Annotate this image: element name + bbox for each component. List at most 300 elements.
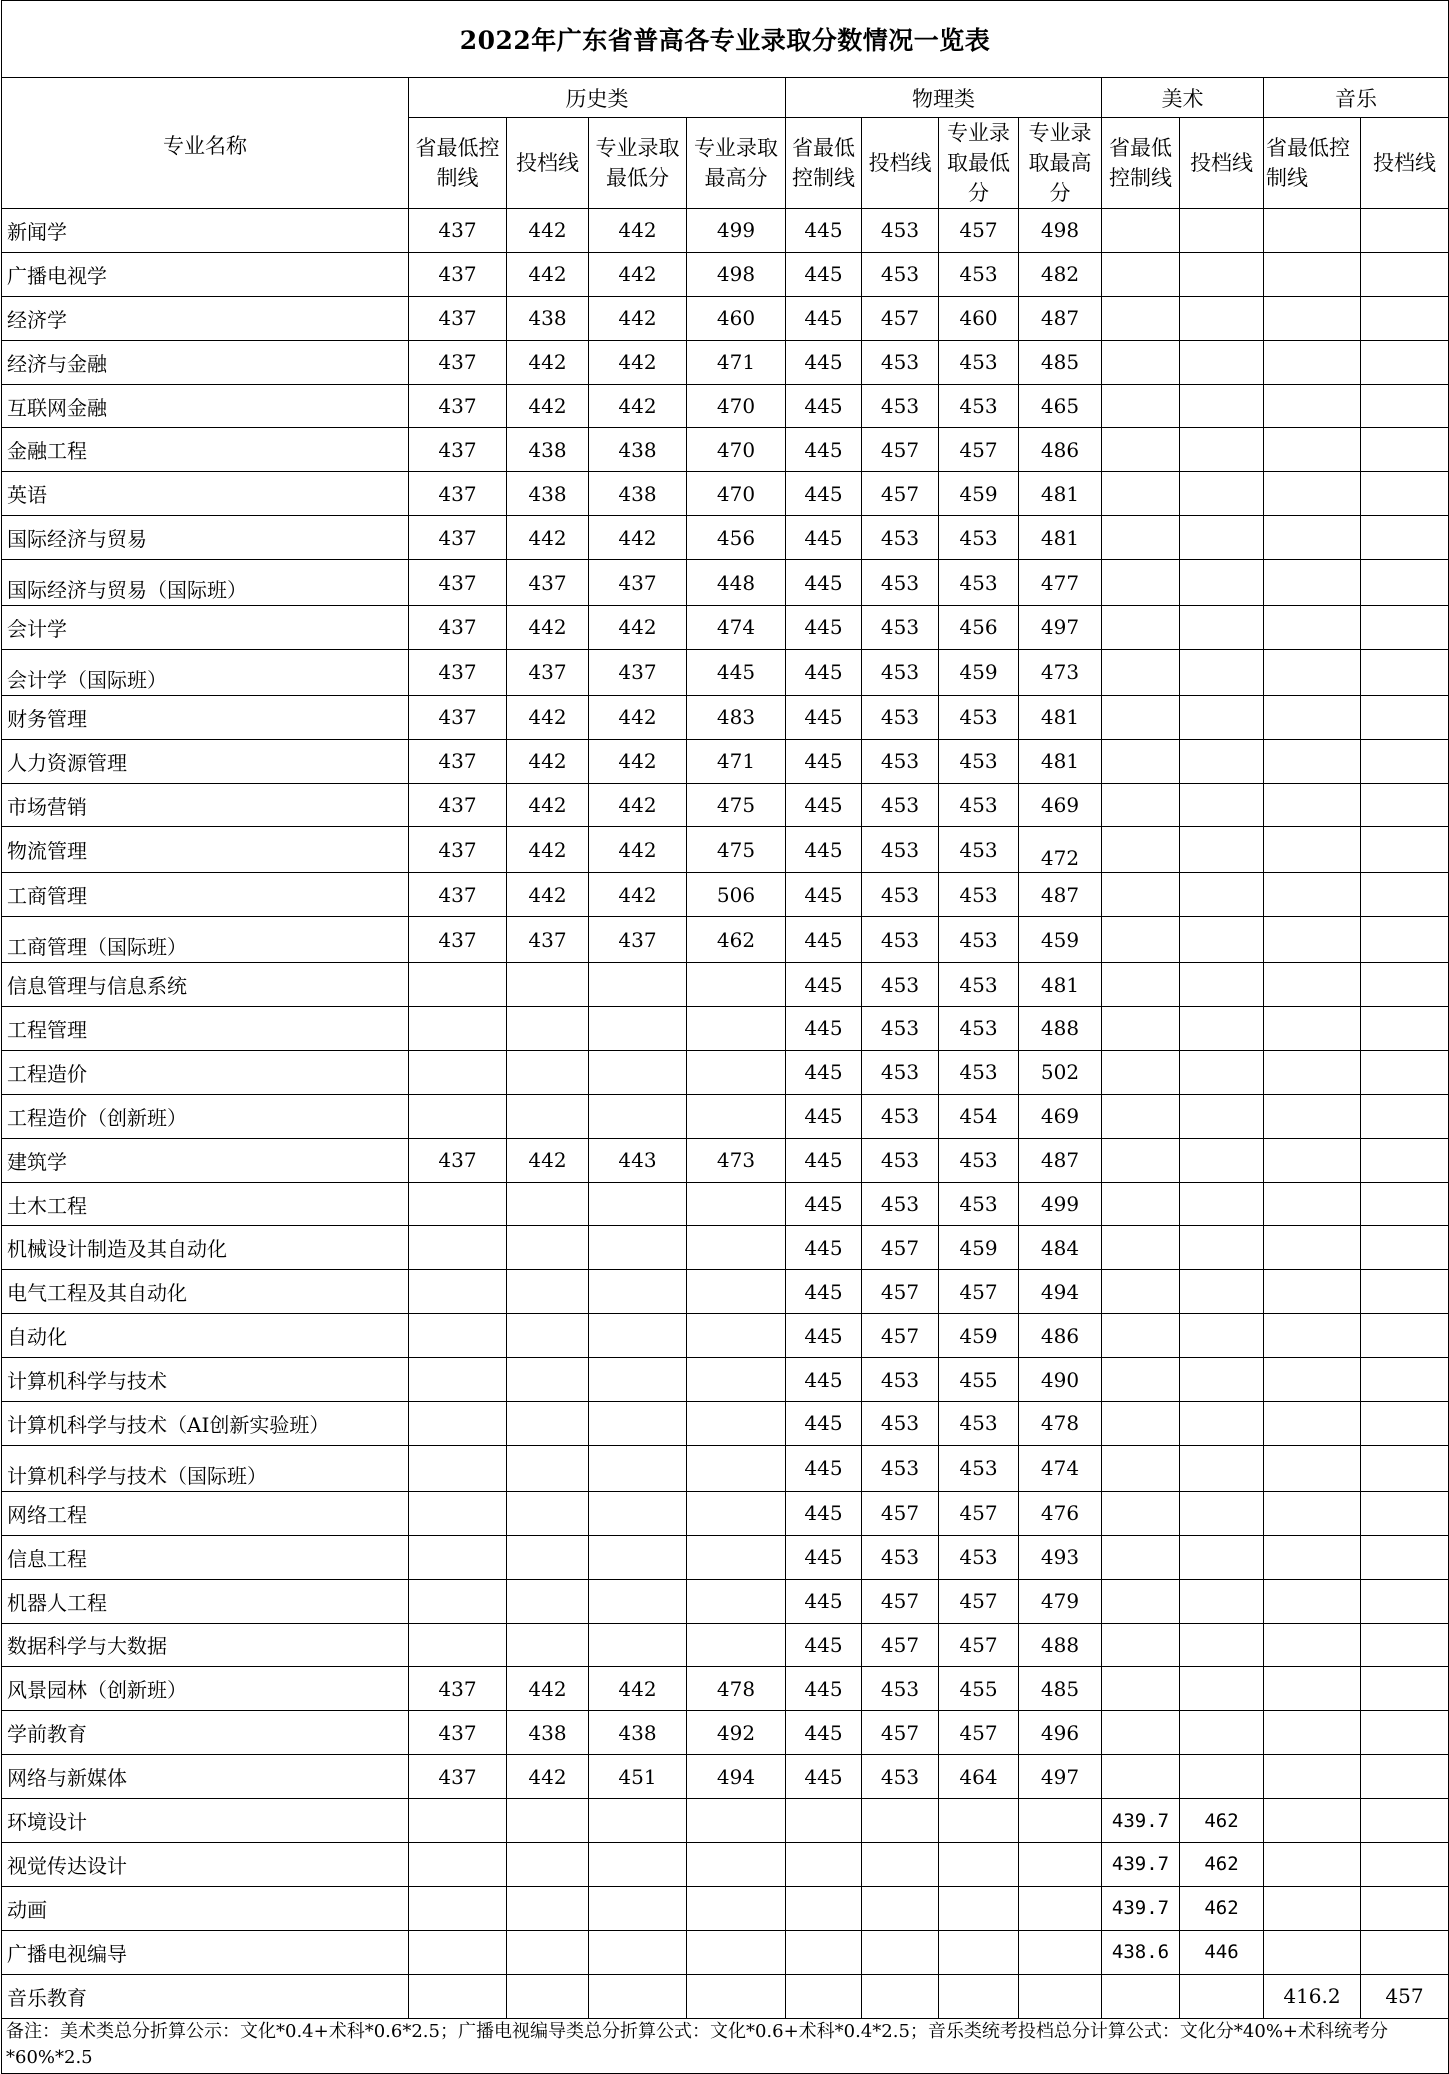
score-cell (1180, 209, 1264, 253)
score-cell (1180, 1623, 1264, 1667)
score-cell (1180, 1974, 1264, 2018)
score-cell: 445 (786, 1623, 862, 1667)
score-cell (862, 1842, 939, 1886)
score-cell (1180, 560, 1264, 606)
score-cell: 453 (939, 695, 1019, 739)
score-cell: 453 (862, 560, 939, 606)
score-cell (862, 1799, 939, 1843)
score-cell (409, 1182, 507, 1226)
score-cell (409, 1050, 507, 1094)
score-cell: 453 (862, 606, 939, 650)
score-cell: 442 (507, 384, 589, 428)
score-cell: 453 (939, 783, 1019, 827)
score-cell: 457 (862, 1711, 939, 1755)
score-cell (1361, 1402, 1449, 1446)
score-cell: 453 (939, 560, 1019, 606)
score-cell (1361, 606, 1449, 650)
table-row (2, 1314, 1449, 1358)
score-cell: 438 (589, 472, 687, 516)
score-cell: 469 (1019, 1094, 1102, 1138)
score-table-body (2, 209, 1449, 2019)
score-cell: 470 (687, 384, 786, 428)
history-filing-line-header: 投档线 (507, 118, 589, 209)
score-cell (409, 1579, 507, 1623)
score-cell (1264, 649, 1361, 695)
score-cell: 446 (1180, 1930, 1264, 1974)
score-cell: 442 (507, 783, 589, 827)
major-name-cell: 机器人工程 (2, 1579, 409, 1623)
score-cell (507, 1182, 589, 1226)
score-cell (409, 1402, 507, 1446)
score-cell: 437 (409, 649, 507, 695)
table-row (2, 1579, 1449, 1623)
score-cell (1361, 340, 1449, 384)
score-cell (1102, 472, 1180, 516)
score-cell: 437 (409, 428, 507, 472)
major-name-cell: 新闻学 (2, 209, 409, 253)
score-cell: 445 (786, 560, 862, 606)
score-cell (939, 1799, 1019, 1843)
score-cell: 442 (589, 516, 687, 560)
score-cell (1264, 606, 1361, 650)
score-cell (862, 1886, 939, 1930)
score-cell (687, 1007, 786, 1051)
score-cell: 442 (589, 695, 687, 739)
score-cell (589, 963, 687, 1007)
score-cell (1102, 340, 1180, 384)
art-group-header: 美术 (1102, 78, 1264, 118)
major-name-cell: 计算机科学与技术（AI创新实验班） (2, 1402, 409, 1446)
score-cell: 457 (862, 296, 939, 340)
score-cell: 445 (786, 1445, 862, 1491)
score-cell (939, 1886, 1019, 1930)
score-cell (1361, 1623, 1449, 1667)
major-name-cell: 视觉传达设计 (2, 1842, 409, 1886)
table-row (2, 739, 1449, 783)
score-cell (1180, 1094, 1264, 1138)
score-cell (1102, 1491, 1180, 1535)
score-cell (589, 1270, 687, 1314)
score-cell (786, 1799, 862, 1843)
music-min-control-header: 省最低控制线 (1264, 118, 1361, 209)
score-cell (589, 1842, 687, 1886)
score-cell (507, 1358, 589, 1402)
score-cell (409, 1842, 507, 1886)
score-cell: 481 (1019, 695, 1102, 739)
score-cell: 445 (786, 1050, 862, 1094)
score-cell (687, 1445, 786, 1491)
score-cell: 442 (589, 783, 687, 827)
score-cell (1264, 1402, 1361, 1446)
major-name-cell: 音乐教育 (2, 1974, 409, 2018)
score-cell: 445 (786, 873, 862, 917)
table-row (2, 1050, 1449, 1094)
score-cell: 437 (409, 827, 507, 873)
score-cell: 457 (862, 1314, 939, 1358)
score-cell (1361, 560, 1449, 606)
physics-filing-line-header: 投档线 (862, 118, 939, 209)
major-name-cell: 工程造价 (2, 1050, 409, 1094)
score-cell (687, 1623, 786, 1667)
table-row (2, 1974, 1449, 2018)
score-cell (1264, 1755, 1361, 1799)
score-cell (939, 1842, 1019, 1886)
score-cell: 442 (589, 209, 687, 253)
score-cell: 499 (687, 209, 786, 253)
table-row (2, 1445, 1449, 1491)
major-name-cell: 互联网金融 (2, 384, 409, 428)
score-cell (687, 1886, 786, 1930)
score-cell: 442 (507, 252, 589, 296)
score-cell (1180, 1270, 1264, 1314)
score-cell: 439.7 (1102, 1799, 1180, 1843)
score-cell: 445 (786, 695, 862, 739)
score-cell (1361, 1050, 1449, 1094)
score-cell: 437 (409, 340, 507, 384)
score-cell: 442 (589, 873, 687, 917)
score-cell: 443 (589, 1138, 687, 1182)
score-cell (507, 1050, 589, 1094)
score-cell (687, 1930, 786, 1974)
score-cell (1361, 296, 1449, 340)
score-cell: 442 (507, 873, 589, 917)
score-cell: 453 (939, 1050, 1019, 1094)
score-cell (589, 1799, 687, 1843)
score-cell: 460 (687, 296, 786, 340)
major-name-cell: 学前教育 (2, 1711, 409, 1755)
table-row (2, 873, 1449, 917)
table-row (2, 384, 1449, 428)
score-cell: 457 (862, 1623, 939, 1667)
score-cell (1180, 516, 1264, 560)
score-cell (1180, 384, 1264, 428)
score-cell (507, 1623, 589, 1667)
score-cell (1264, 1579, 1361, 1623)
score-cell (1180, 917, 1264, 963)
score-cell (1361, 1886, 1449, 1930)
score-cell (1361, 739, 1449, 783)
score-cell: 442 (589, 827, 687, 873)
score-cell (1264, 1182, 1361, 1226)
table-row (2, 1094, 1449, 1138)
score-cell (1264, 695, 1361, 739)
physics-major-min-header: 专业录取最低分 (939, 118, 1019, 209)
score-cell (507, 1842, 589, 1886)
score-cell (1102, 516, 1180, 560)
score-cell (507, 963, 589, 1007)
major-name-cell: 国际经济与贸易（国际班） (2, 560, 409, 606)
score-cell (1102, 209, 1180, 253)
score-cell: 457 (939, 209, 1019, 253)
score-cell: 502 (1019, 1050, 1102, 1094)
score-cell: 456 (939, 606, 1019, 650)
score-cell (687, 963, 786, 1007)
score-cell (1361, 1314, 1449, 1358)
score-cell (1102, 1755, 1180, 1799)
score-cell: 494 (1019, 1270, 1102, 1314)
score-cell (1264, 1445, 1361, 1491)
score-cell (589, 1535, 687, 1579)
score-cell (1361, 472, 1449, 516)
score-cell: 445 (687, 649, 786, 695)
score-cell: 453 (939, 340, 1019, 384)
score-cell (507, 1491, 589, 1535)
score-cell (507, 1535, 589, 1579)
score-cell (1102, 1579, 1180, 1623)
table-row (2, 1138, 1449, 1182)
score-cell: 442 (507, 827, 589, 873)
score-cell: 453 (862, 209, 939, 253)
score-cell: 476 (1019, 1491, 1102, 1535)
score-cell (1180, 296, 1264, 340)
major-name-cell: 广播电视学 (2, 252, 409, 296)
score-cell: 442 (507, 340, 589, 384)
score-cell: 485 (1019, 340, 1102, 384)
major-name-cell: 英语 (2, 472, 409, 516)
score-cell: 477 (1019, 560, 1102, 606)
table-row (2, 428, 1449, 472)
score-cell (507, 1974, 589, 2018)
score-cell (507, 1445, 589, 1491)
art-filing-line-header: 投档线 (1180, 118, 1264, 209)
score-cell: 487 (1019, 296, 1102, 340)
score-cell (1264, 1667, 1361, 1711)
history-group-header: 历史类 (409, 78, 786, 118)
score-cell (1102, 917, 1180, 963)
table-row (2, 472, 1449, 516)
score-cell: 457 (862, 1491, 939, 1535)
score-cell: 481 (1019, 472, 1102, 516)
major-name-cell: 会计学 (2, 606, 409, 650)
score-cell (1361, 1842, 1449, 1886)
score-cell (1264, 560, 1361, 606)
score-cell: 460 (939, 296, 1019, 340)
score-cell: 497 (1019, 606, 1102, 650)
score-cell: 453 (862, 1094, 939, 1138)
score-cell: 439.7 (1102, 1842, 1180, 1886)
score-cell (589, 1402, 687, 1446)
score-cell: 453 (939, 1138, 1019, 1182)
formula-note: 备注：美术类总分折算公示：文化*0.4+术科*0.6*2.5；广播电视编导类总分折算公式：文化*0.6+术科*0.4*2.5；音乐类统考投档总分计算公式：文化分*40%+术科统考分*60%*2.5 (2, 2018, 1449, 2073)
score-cell (939, 1930, 1019, 1974)
physics-min-control-header: 省最低控制线 (786, 118, 862, 209)
score-cell: 445 (786, 827, 862, 873)
score-cell (1102, 560, 1180, 606)
table-row (2, 1930, 1449, 1974)
score-cell: 481 (1019, 516, 1102, 560)
score-cell (409, 1886, 507, 1930)
score-cell (1102, 1182, 1180, 1226)
score-cell: 453 (939, 1535, 1019, 1579)
score-cell: 442 (589, 384, 687, 428)
score-cell: 459 (939, 649, 1019, 695)
score-cell: 488 (1019, 1623, 1102, 1667)
score-cell: 453 (939, 873, 1019, 917)
score-cell (1180, 827, 1264, 873)
score-cell: 453 (939, 1445, 1019, 1491)
score-cell: 453 (862, 783, 939, 827)
table-row (2, 1535, 1449, 1579)
score-cell: 445 (786, 1226, 862, 1270)
score-cell: 492 (687, 1711, 786, 1755)
score-cell: 445 (786, 1535, 862, 1579)
score-cell: 442 (507, 209, 589, 253)
score-cell (687, 1050, 786, 1094)
score-cell: 453 (939, 1182, 1019, 1226)
table-row (2, 209, 1449, 253)
major-name-cell: 人力资源管理 (2, 739, 409, 783)
score-cell: 437 (409, 783, 507, 827)
score-cell (1019, 1842, 1102, 1886)
score-cell: 437 (409, 917, 507, 963)
score-cell: 445 (786, 1314, 862, 1358)
major-name-cell: 工程管理 (2, 1007, 409, 1051)
score-cell (939, 1974, 1019, 2018)
score-cell (1102, 695, 1180, 739)
score-cell: 457 (862, 472, 939, 516)
score-cell: 453 (862, 827, 939, 873)
score-cell: 490 (1019, 1358, 1102, 1402)
score-cell (1264, 1226, 1361, 1270)
score-cell (1180, 783, 1264, 827)
score-cell: 445 (786, 1182, 862, 1226)
score-cell: 445 (786, 1667, 862, 1711)
table-row (2, 1226, 1449, 1270)
score-cell (1264, 1314, 1361, 1358)
score-cell (1264, 783, 1361, 827)
score-cell (687, 1974, 786, 2018)
score-cell: 437 (409, 606, 507, 650)
table-row (2, 1402, 1449, 1446)
score-cell (507, 1799, 589, 1843)
score-cell (589, 1886, 687, 1930)
score-cell (1361, 1579, 1449, 1623)
score-cell: 453 (939, 1402, 1019, 1446)
score-cell (786, 1886, 862, 1930)
table-row (2, 516, 1449, 560)
score-cell: 442 (507, 1138, 589, 1182)
score-cell: 445 (786, 1358, 862, 1402)
score-cell (1102, 1711, 1180, 1755)
score-cell (1102, 1623, 1180, 1667)
score-cell: 442 (507, 695, 589, 739)
score-cell (409, 1974, 507, 2018)
score-cell (687, 1182, 786, 1226)
score-cell (1180, 1667, 1264, 1711)
score-cell (1180, 472, 1264, 516)
score-cell: 453 (862, 384, 939, 428)
score-cell (1264, 1094, 1361, 1138)
table-row (2, 1182, 1449, 1226)
table-row (2, 1711, 1449, 1755)
score-cell (1361, 917, 1449, 963)
score-cell: 493 (1019, 1535, 1102, 1579)
score-cell (589, 1491, 687, 1535)
score-cell: 453 (862, 649, 939, 695)
score-cell (1102, 1358, 1180, 1402)
score-cell (1264, 384, 1361, 428)
score-cell (1180, 695, 1264, 739)
score-cell: 457 (1361, 1974, 1449, 2018)
major-name-cell: 会计学（国际班） (2, 649, 409, 695)
score-cell: 457 (939, 428, 1019, 472)
score-cell: 442 (589, 1667, 687, 1711)
score-cell: 475 (687, 827, 786, 873)
score-cell (1180, 1050, 1264, 1094)
major-name-cell: 财务管理 (2, 695, 409, 739)
score-cell (1180, 873, 1264, 917)
score-cell: 455 (939, 1667, 1019, 1711)
score-cell: 445 (786, 1711, 862, 1755)
score-cell (589, 1579, 687, 1623)
score-cell: 457 (862, 1579, 939, 1623)
score-cell: 482 (1019, 252, 1102, 296)
score-cell: 445 (786, 252, 862, 296)
score-cell (1102, 827, 1180, 873)
score-cell: 445 (786, 1491, 862, 1535)
score-cell (1361, 1358, 1449, 1402)
score-cell (1102, 296, 1180, 340)
score-cell (1361, 516, 1449, 560)
score-cell: 457 (862, 428, 939, 472)
score-cell: 437 (507, 560, 589, 606)
score-cell (589, 1358, 687, 1402)
score-cell: 453 (939, 963, 1019, 1007)
score-cell: 453 (939, 827, 1019, 873)
score-cell: 473 (1019, 649, 1102, 695)
table-row (2, 695, 1449, 739)
table-row (2, 1799, 1449, 1843)
major-name-cell: 网络工程 (2, 1491, 409, 1535)
score-cell (1180, 1314, 1264, 1358)
score-cell (687, 1535, 786, 1579)
score-cell (1102, 1094, 1180, 1138)
score-cell: 453 (862, 1402, 939, 1446)
score-cell: 438 (589, 428, 687, 472)
score-cell: 437 (409, 695, 507, 739)
score-cell: 485 (1019, 1667, 1102, 1711)
score-cell (1264, 917, 1361, 963)
score-cell: 445 (786, 1270, 862, 1314)
score-cell (1264, 428, 1361, 472)
score-cell (1102, 963, 1180, 1007)
score-cell: 445 (786, 209, 862, 253)
major-name-cell: 经济与金融 (2, 340, 409, 384)
score-cell: 438 (507, 296, 589, 340)
score-cell (1180, 1358, 1264, 1402)
score-cell (1102, 1445, 1180, 1491)
score-cell: 438.6 (1102, 1930, 1180, 1974)
score-cell: 445 (786, 1094, 862, 1138)
physics-group-header: 物理类 (786, 78, 1102, 118)
major-name-cell: 信息管理与信息系统 (2, 963, 409, 1007)
major-name-cell: 机械设计制造及其自动化 (2, 1226, 409, 1270)
score-cell (507, 1226, 589, 1270)
score-cell (1264, 1535, 1361, 1579)
score-cell (1102, 1974, 1180, 2018)
score-cell: 445 (786, 340, 862, 384)
score-cell (507, 1270, 589, 1314)
score-cell: 437 (589, 560, 687, 606)
table-row (2, 1358, 1449, 1402)
score-cell: 438 (507, 1711, 589, 1755)
score-cell (1264, 873, 1361, 917)
score-cell: 445 (786, 917, 862, 963)
score-cell (589, 1445, 687, 1491)
score-cell (687, 1094, 786, 1138)
score-cell: 462 (687, 917, 786, 963)
score-cell (409, 1799, 507, 1843)
